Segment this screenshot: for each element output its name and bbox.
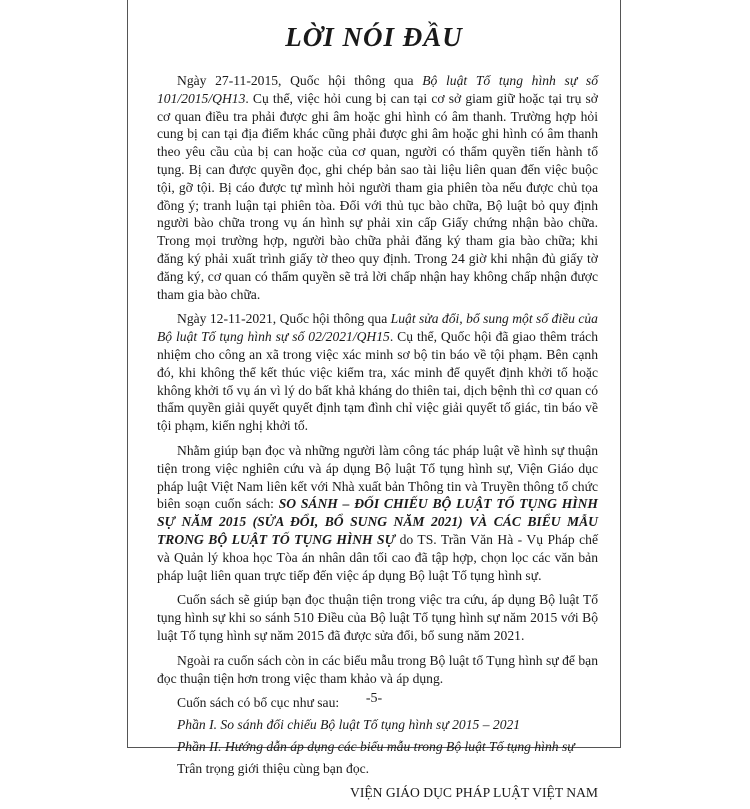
- paragraph-6: Cuốn sách có bố cục như sau:: [177, 695, 340, 711]
- part-1: Phần I. So sánh đối chiếu Bộ luật Tố tụng hình sự 2015 – 2021: [177, 717, 521, 733]
- paragraph-4: Cuốn sách sẽ giúp bạn đọc thuận tiện trong việc tra cứu, áp dụng Bộ luật Tố tụng hình sự khi so sánh 510 Điều của Bộ luật Tố tụng hình sự năm 2015 với Bộ luật Tố tụng hình sự năm 2015 đã được sửa đổi, bổ sung năm 2021.: [157, 592, 598, 643]
- paragraph-1: Ngày 27-11-2015, Quốc hội thông qua Bộ luật Tố tụng hình sự số 101/2015/QH13. Cụ thể, việc hỏi cung bị can tại cơ sở giam giữ hoặc tại trụ sở cơ quan điều tra phải được ghi âm hoặc ghi hình có âm thanh. Trường hợp hỏi cung bị can tại địa điểm khác cũng phải được ghi âm hoặc ghi hình có âm thanh theo yêu cầu của bị can hoặc của cơ quan, người có thẩm quyền tiến hành tố tụng. Bị can được quyền đọc, ghi chép bản sao tài liệu liên quan đến việc buộc tội, gỡ tội. Bị cáo được tự mình hỏi người tham gia phiên tòa nếu được chủ tọa đồng ý; tranh luận tại phiên tòa. Đối với thủ tục bào chữa, Bộ luật bỏ quy định người bào chữa trong vụ án hình sự phải xin cấp Giấy chứng nhận bào chữa. Trong mọi trường hợp, người bào chữa phải đăng ký tham gia bào chữa; khi đăng ký phải xuất trình giấy tờ theo quy định. Trong 24 giờ khi nhận đủ giấy tờ đăng ký, cơ quan có thẩm quyền sẽ trả lời chấp nhận hay không chấp nhận được tham gia bào chữa.: [157, 73, 598, 302]
- signature: VIỆN GIÁO DỤC PHÁP LUẬT VIỆT NAM: [350, 785, 598, 801]
- book-title: SO SÁNH – ĐỐI CHIẾU BỘ LUẬT TỐ TỤNG HÌNH SỰ NĂM 2015 (SỬA ĐỔI, BỔ SUNG NĂM 2021) VÀ CÁC BIỂU MẪU TRONG BỘ LUẬT TỐ TỤNG HÌNH SỰ: [157, 496, 598, 547]
- paragraph-2: Ngày 12-11-2021, Quốc hội thông qua Luật sửa đổi, bổ sung một số điều của Bộ luật Tố tụng hình sự số 02/2021/QH15. Cụ thể, Quốc hội đã giao thêm trách nhiệm cho công an xã trong việc xác minh sơ bộ tin báo về tội phạm. Bên cạnh đó, khi không thể kết thúc việc kiểm tra, xác minh để quyết định khởi tố hoặc không khởi tố vụ án vì lý do bất khả kháng do thiên tai, dịch bệnh thì cơ quan có thẩm quyền giải quyết quyết định tạm đình chỉ việc giải quyết tố giác, tin báo về tội phạm, kiến nghị khởi tố.: [157, 311, 598, 434]
- part-2: Phần II. Hướng dẫn áp dụng các biểu mẫu trong Bộ luật Tố tụng hình sự: [177, 738, 575, 754]
- page-number: -5-: [365, 691, 383, 706]
- page-title: LỜI NÓI ĐẦU: [285, 22, 463, 52]
- law-2015-reference: Bộ luật Tố tụng hình sự số 101/2015/QH13: [157, 73, 598, 106]
- law-2021-reference: Luật sửa đổi, bổ sung một số điều của Bộ luật Tố tụng hình sự số 02/2021/QH15: [157, 311, 598, 345]
- paragraph-5: Ngoài ra cuốn sách còn in các biểu mẫu trong Bộ luật tố Tụng hình sự để bạn đọc thuận tiện hơn trong việc tham khảo và áp dụng.: [157, 652, 598, 686]
- paragraph-3: Nhằm giúp bạn đọc và những người làm công tác pháp luật về hình sự thuận tiện trong việc nghiên cứu và áp dụng Bộ luật Tố tụng hình sự, Viện Giáo dục pháp luật Việt Nam liên kết với Nhà xuất bản Thông tin và Truyền thông tổ chức biên soạn cuốn sách: SO SÁNH – ĐỐI CHIẾU BỘ LUẬT TỐ TỤNG HÌNH SỰ NĂM 2015 (SỬA ĐỔI, BỔ SUNG NĂM 2021) VÀ CÁC BIỂU MẪU TRONG BỘ LUẬT TỐ TỤNG HÌNH SỰ do TS. Trần Văn Hà - Vụ Pháp chế và Quản lý khoa học Tòa án nhân dân tối cao đã tập hợp, chọn lọc các văn bản pháp luật liên quan trực tiếp đến việc áp dụng Bộ luật Tố tụng hình sự.: [157, 442, 598, 583]
- paragraph-7: Trân trọng giới thiệu cùng bạn đọc.: [177, 760, 370, 776]
